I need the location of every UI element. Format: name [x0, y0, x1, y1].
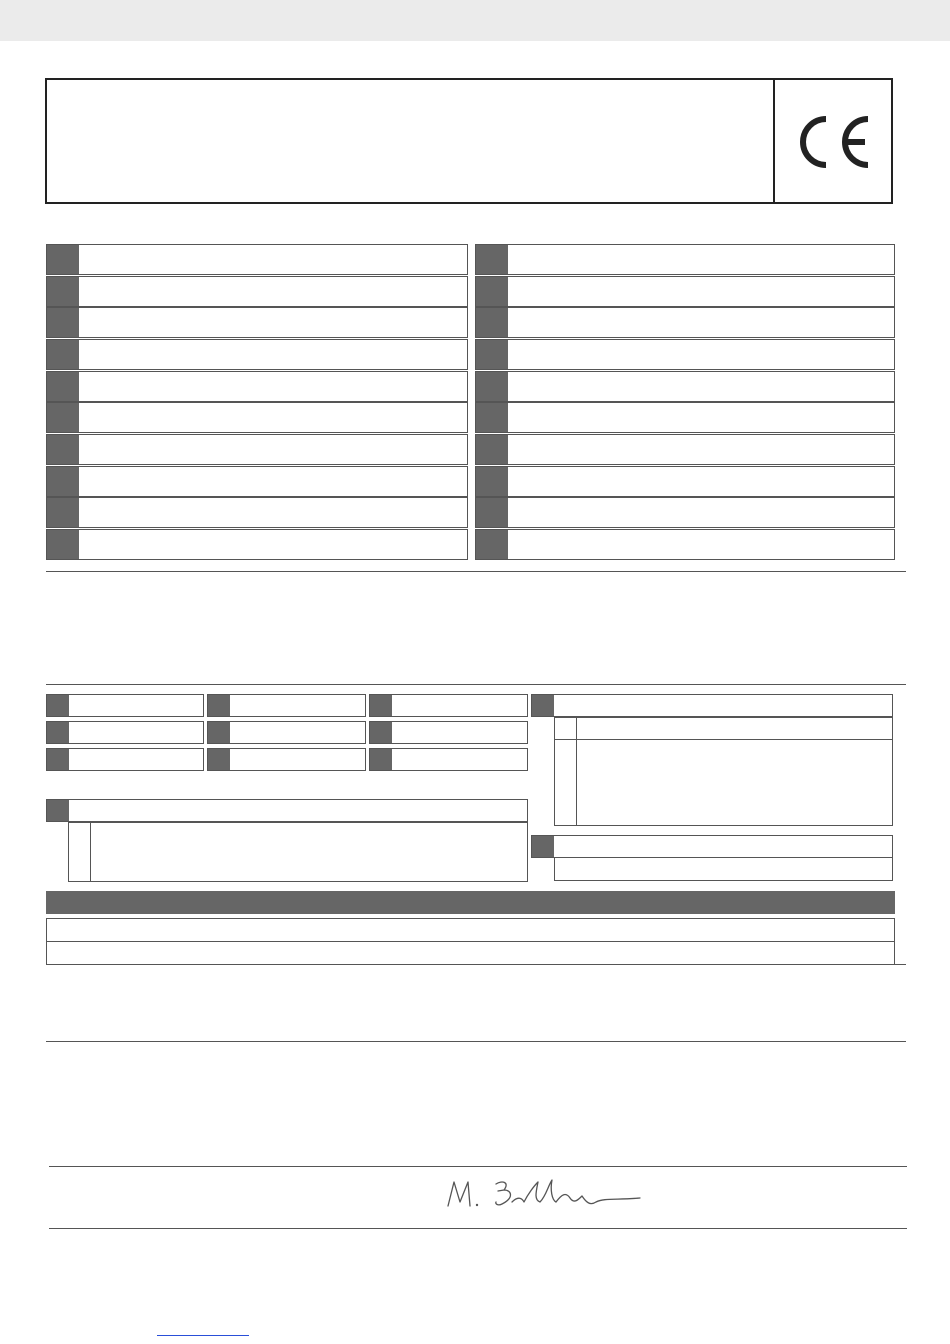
list-item	[46, 307, 468, 338]
nested-block-header	[46, 799, 528, 822]
nested-footer-row	[554, 857, 893, 881]
nested-subrow-divider	[576, 717, 577, 740]
list-item	[475, 276, 895, 307]
nested-block-header	[531, 694, 893, 717]
list-item	[475, 339, 895, 370]
list-item	[46, 466, 468, 497]
nested-footer-header	[531, 835, 893, 858]
list-item	[46, 244, 468, 275]
ce-mark-cell	[773, 78, 893, 204]
grid-cell	[369, 694, 528, 717]
band-row	[46, 941, 895, 965]
divider	[46, 964, 906, 965]
grid-cell	[207, 721, 366, 744]
list-item	[46, 402, 468, 433]
grid-cell	[369, 721, 528, 744]
grid-cell	[46, 748, 204, 771]
divider	[49, 1166, 907, 1167]
ce-mark-icon	[795, 112, 875, 172]
top-band	[0, 0, 950, 41]
list-item	[475, 371, 895, 402]
nested-subrow	[554, 717, 893, 740]
list-item	[46, 434, 468, 465]
list-item	[475, 497, 895, 528]
footer-link-underline[interactable]	[157, 1335, 249, 1336]
list-item	[475, 402, 895, 433]
list-item	[46, 497, 468, 528]
band-row	[46, 918, 895, 942]
divider	[46, 571, 906, 572]
nested-subbox	[68, 822, 528, 882]
list-item	[46, 339, 468, 370]
divider	[46, 684, 906, 685]
nested-subbox-divider	[576, 739, 577, 826]
grid-cell	[46, 694, 204, 717]
divider	[49, 1228, 907, 1229]
list-item	[475, 244, 895, 275]
header-box	[45, 78, 893, 204]
grid-cell	[369, 748, 528, 771]
grid-cell	[46, 721, 204, 744]
list-item	[475, 529, 895, 560]
list-item	[46, 276, 468, 307]
list-item	[475, 466, 895, 497]
nested-subbox-divider	[90, 822, 91, 882]
signature-graphic	[440, 1176, 650, 1216]
list-item	[475, 307, 895, 338]
list-item	[46, 371, 468, 402]
grid-cell	[207, 748, 366, 771]
section-band	[46, 891, 895, 914]
divider	[46, 1041, 906, 1042]
nested-subbox	[554, 739, 893, 826]
list-item	[475, 434, 895, 465]
list-item	[46, 529, 468, 560]
grid-cell	[207, 694, 366, 717]
